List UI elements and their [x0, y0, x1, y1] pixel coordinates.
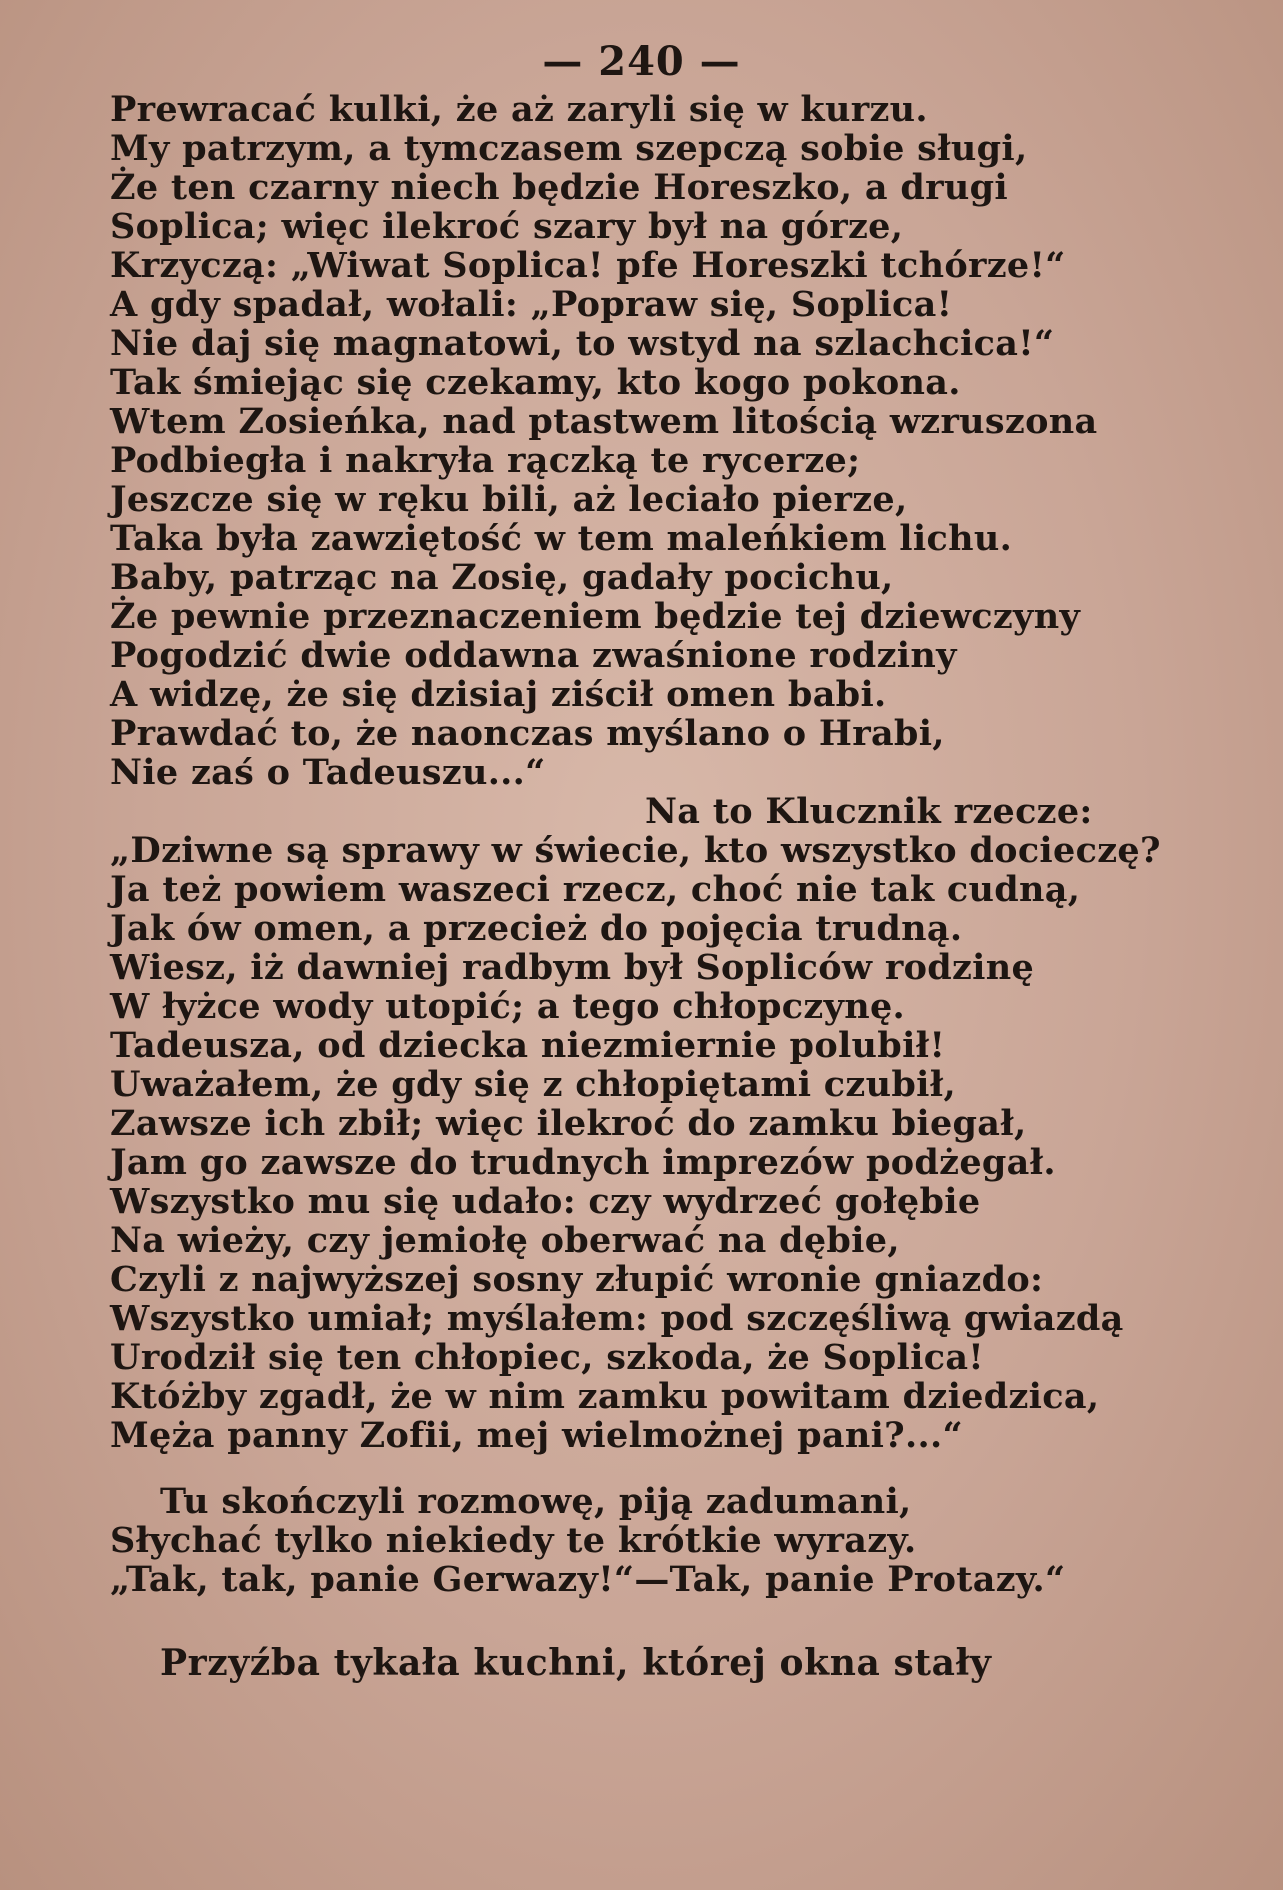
verse-line: Czyli z najwyższej sosny złupić wronie gniazdo:	[110, 1259, 1044, 1300]
verse-line: Na to Klucznik rzecze:	[645, 791, 1093, 832]
verse-line: „Dziwne są sprawy w świecie, kto wszystko docieczę?	[110, 830, 1161, 871]
verse-line: Krzyczą: „Wiwat Soplica! pfe Horeszki tchórze!“	[110, 245, 1066, 286]
verse-line: Słychać tylko niekiedy te krótkie wyrazy.	[110, 1520, 917, 1561]
verse-line: Na wieży, czy jemiołę oberwać na dębie,	[110, 1220, 900, 1261]
verse-line: Soplica; więc ilekroć szary był na górze,	[110, 206, 904, 247]
verse-line: Baby, patrząc na Zosię, gadały pocichu,	[110, 557, 894, 598]
verse-line: A widzę, że się dzisiaj ziścił omen babi.	[110, 674, 887, 715]
verse-line: Tu skończyli rozmowę, piją zadumani,	[160, 1481, 912, 1522]
verse-line: Tak śmiejąc się czekamy, kto kogo pokona.	[110, 362, 961, 403]
verse-line: „Tak, tak, panie Gerwazy!“—Tak, panie Protazy.“	[110, 1559, 1066, 1600]
verse-line: Prawdać to, że naonczas myślano o Hrabi,	[110, 713, 945, 754]
verse-line: Pogodzić dwie oddawna zwaśnione rodziny	[110, 635, 957, 676]
verse-line: Jak ów omen, a przecież do pojęcia trudną.	[110, 908, 963, 949]
verse-line: Tadeusza, od dziecka niezmiernie polubił!	[110, 1025, 946, 1066]
verse-line: Wszystko umiał; myślałem: pod szczęśliwą gwiazdą	[110, 1298, 1124, 1339]
verse-line: Ja też powiem waszeci rzecz, choć nie tak cudną,	[110, 869, 1081, 910]
verse-line: Wiesz, iż dawniej radbym był Sopliców rodzinę	[110, 947, 1035, 988]
verse-line: W łyżce wody utopić; a tego chłopczynę.	[110, 986, 906, 1027]
verse-line: Prewracać kulki, że aż zaryli się w kurzu.	[110, 89, 928, 130]
verse-line: Wtem Zosieńka, nad ptastwem litością wzruszona	[110, 401, 1098, 442]
verse-line: Taka była zawziętość w tem maleńkiem lichu.	[110, 518, 1013, 559]
verse-line: Nie daj się magnatowi, to wstyd na szlachcica!“	[110, 323, 1055, 364]
verse-line: Przyźba tykała kuchni, której okna stały	[160, 1642, 992, 1684]
verse-line: Wszystko mu się udało: czy wydrzeć gołębie	[110, 1181, 981, 1222]
verse-line: Któżby zgadł, że w nim zamku powitam dziedzica,	[110, 1376, 1100, 1417]
verse-line: Urodził się ten chłopiec, szkoda, że Soplica!	[110, 1337, 984, 1378]
verse-line: A gdy spadał, wołali: „Popraw się, Soplica!	[110, 284, 953, 325]
verse-line: Jam go zawsze do trudnych imprezów podżegał.	[110, 1142, 1056, 1183]
verse-line: My patrzym, a tymczasem szepczą sobie sługi,	[110, 128, 1028, 169]
page-number: — 240 —	[542, 38, 741, 85]
verse-line: Że ten czarny niech będzie Horeszko, a drugi	[110, 167, 1008, 208]
verse-line: Męża panny Zofii, mej wielmożnej pani?...“	[110, 1415, 963, 1456]
verse-line: Jeszcze się w ręku bili, aż leciało pierze,	[110, 479, 908, 520]
verse-line: Uważałem, że gdy się z chłopiętami czubił,	[110, 1064, 956, 1105]
verse-line: Nie zaś o Tadeuszu...“	[110, 752, 546, 793]
verse-line: Zawsze ich zbił; więc ilekroć do zamku biegał,	[110, 1103, 1027, 1144]
verse-line: Że pewnie przeznaczeniem będzie tej dziewczyny	[110, 596, 1081, 637]
verse-line: Podbiegła i nakryła rączką te rycerze;	[110, 440, 861, 481]
